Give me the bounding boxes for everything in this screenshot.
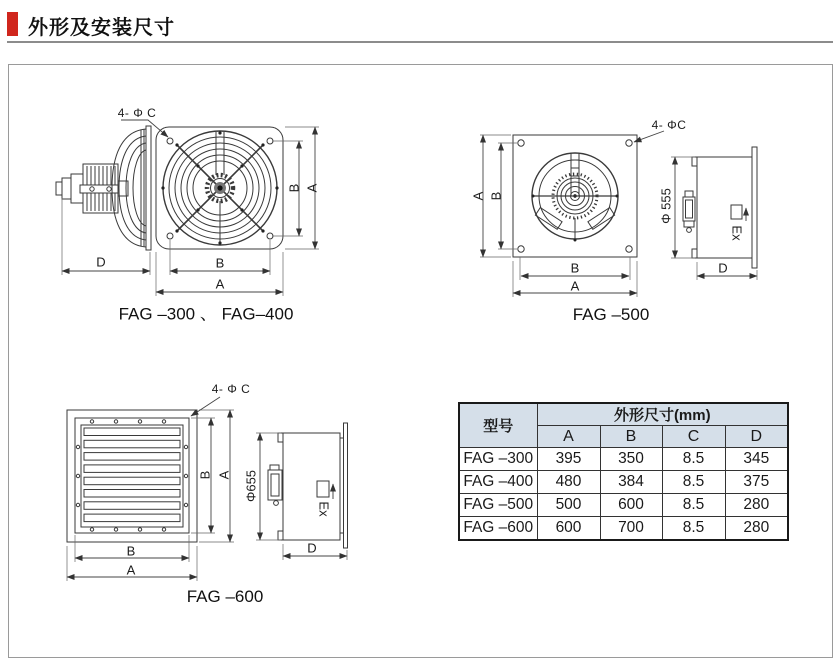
fag300-dim-a-bottom: A [215,276,225,292]
fag500-ex-label: Ex [729,225,745,241]
fag500-dimensions [480,135,757,297]
fag600-side-view [268,423,348,548]
fag500-dim-a-left: A [470,191,486,201]
fag300-front-view [156,127,283,249]
model-cell: FAG –300 [459,448,537,471]
fag500-hole-label: 4- ΦC [651,118,687,132]
value-cell: 384 [600,471,662,494]
value-cell: 600 [600,494,662,517]
model-cell: FAG –500 [459,494,537,517]
fag500-diameter-label: Φ 555 [658,188,674,224]
value-cell: 280 [725,494,788,517]
value-cell: 8.5 [662,494,725,517]
fag500-dim-d: D [718,260,728,276]
table-row [459,448,788,471]
drawing-fag600 [67,397,348,581]
fag500-dim-lines [483,131,757,293]
model-cell: FAG –400 [459,471,537,494]
fag600-front-view [67,410,197,542]
dimensions-table [458,402,789,541]
table-row [459,517,788,540]
drawing-fag500 [480,131,757,297]
fag300-dim-d: D [96,254,106,270]
value-cell: 280 [725,517,788,540]
fag300-caption: FAG –300 、 FAG–400 [118,304,294,324]
table-header-dimensions-group: 外形尺寸(mm) [537,403,788,426]
value-cell: 8.5 [662,517,725,540]
fag300-hole-label: 4- Φ C [117,106,157,120]
fag500-caption: FAG –500 [572,305,650,324]
fag500-dim-b-left: B [488,191,504,201]
fag600-ex-label: Ex [316,501,332,517]
fag600-dim-b-right: B [197,470,213,480]
page-title: 外形及安装尺寸 [28,17,175,39]
value-cell: 395 [537,448,600,471]
fag600-dim-lines [67,397,347,577]
fag300-dim-b-bottom: B [215,255,225,271]
fag600-hole-label: 4- Φ C [211,382,251,396]
table-header-a: A [537,426,600,448]
fag600-dim-d: D [307,540,317,556]
drawing-fag300-400 [56,120,319,296]
fag500-dim-a-bottom: A [570,278,580,294]
table-header-model: 型号 [459,403,537,448]
table-header-c: C [662,426,725,448]
table-row [459,471,788,494]
value-cell: 8.5 [662,448,725,471]
fag600-diameter-label: Φ655 [243,469,259,503]
fag600-dim-a-right: A [216,470,232,480]
fag500-dim-b-bottom: B [570,260,580,276]
value-cell: 600 [537,517,600,540]
value-cell: 8.5 [662,471,725,494]
value-cell: 375 [725,471,788,494]
fag500-front-view [513,135,637,257]
fag300-dim-a-right: A [304,183,320,193]
fag300-side-view [56,126,151,250]
fag500-side-view [683,147,757,268]
value-cell: 700 [600,517,662,540]
value-cell: 500 [537,494,600,517]
table-header-d: D [725,426,788,448]
model-cell: FAG –600 [459,517,537,540]
value-cell: 350 [600,448,662,471]
value-cell: 480 [537,471,600,494]
fag600-dim-b-bottom: B [126,543,136,559]
table-row [459,494,788,517]
fag300-dim-b-right: B [286,183,302,193]
fag600-caption: FAG –600 [186,587,264,606]
value-cell: 345 [725,448,788,471]
fag600-dim-a-bottom: A [126,562,136,578]
table-header-b: B [600,426,662,448]
